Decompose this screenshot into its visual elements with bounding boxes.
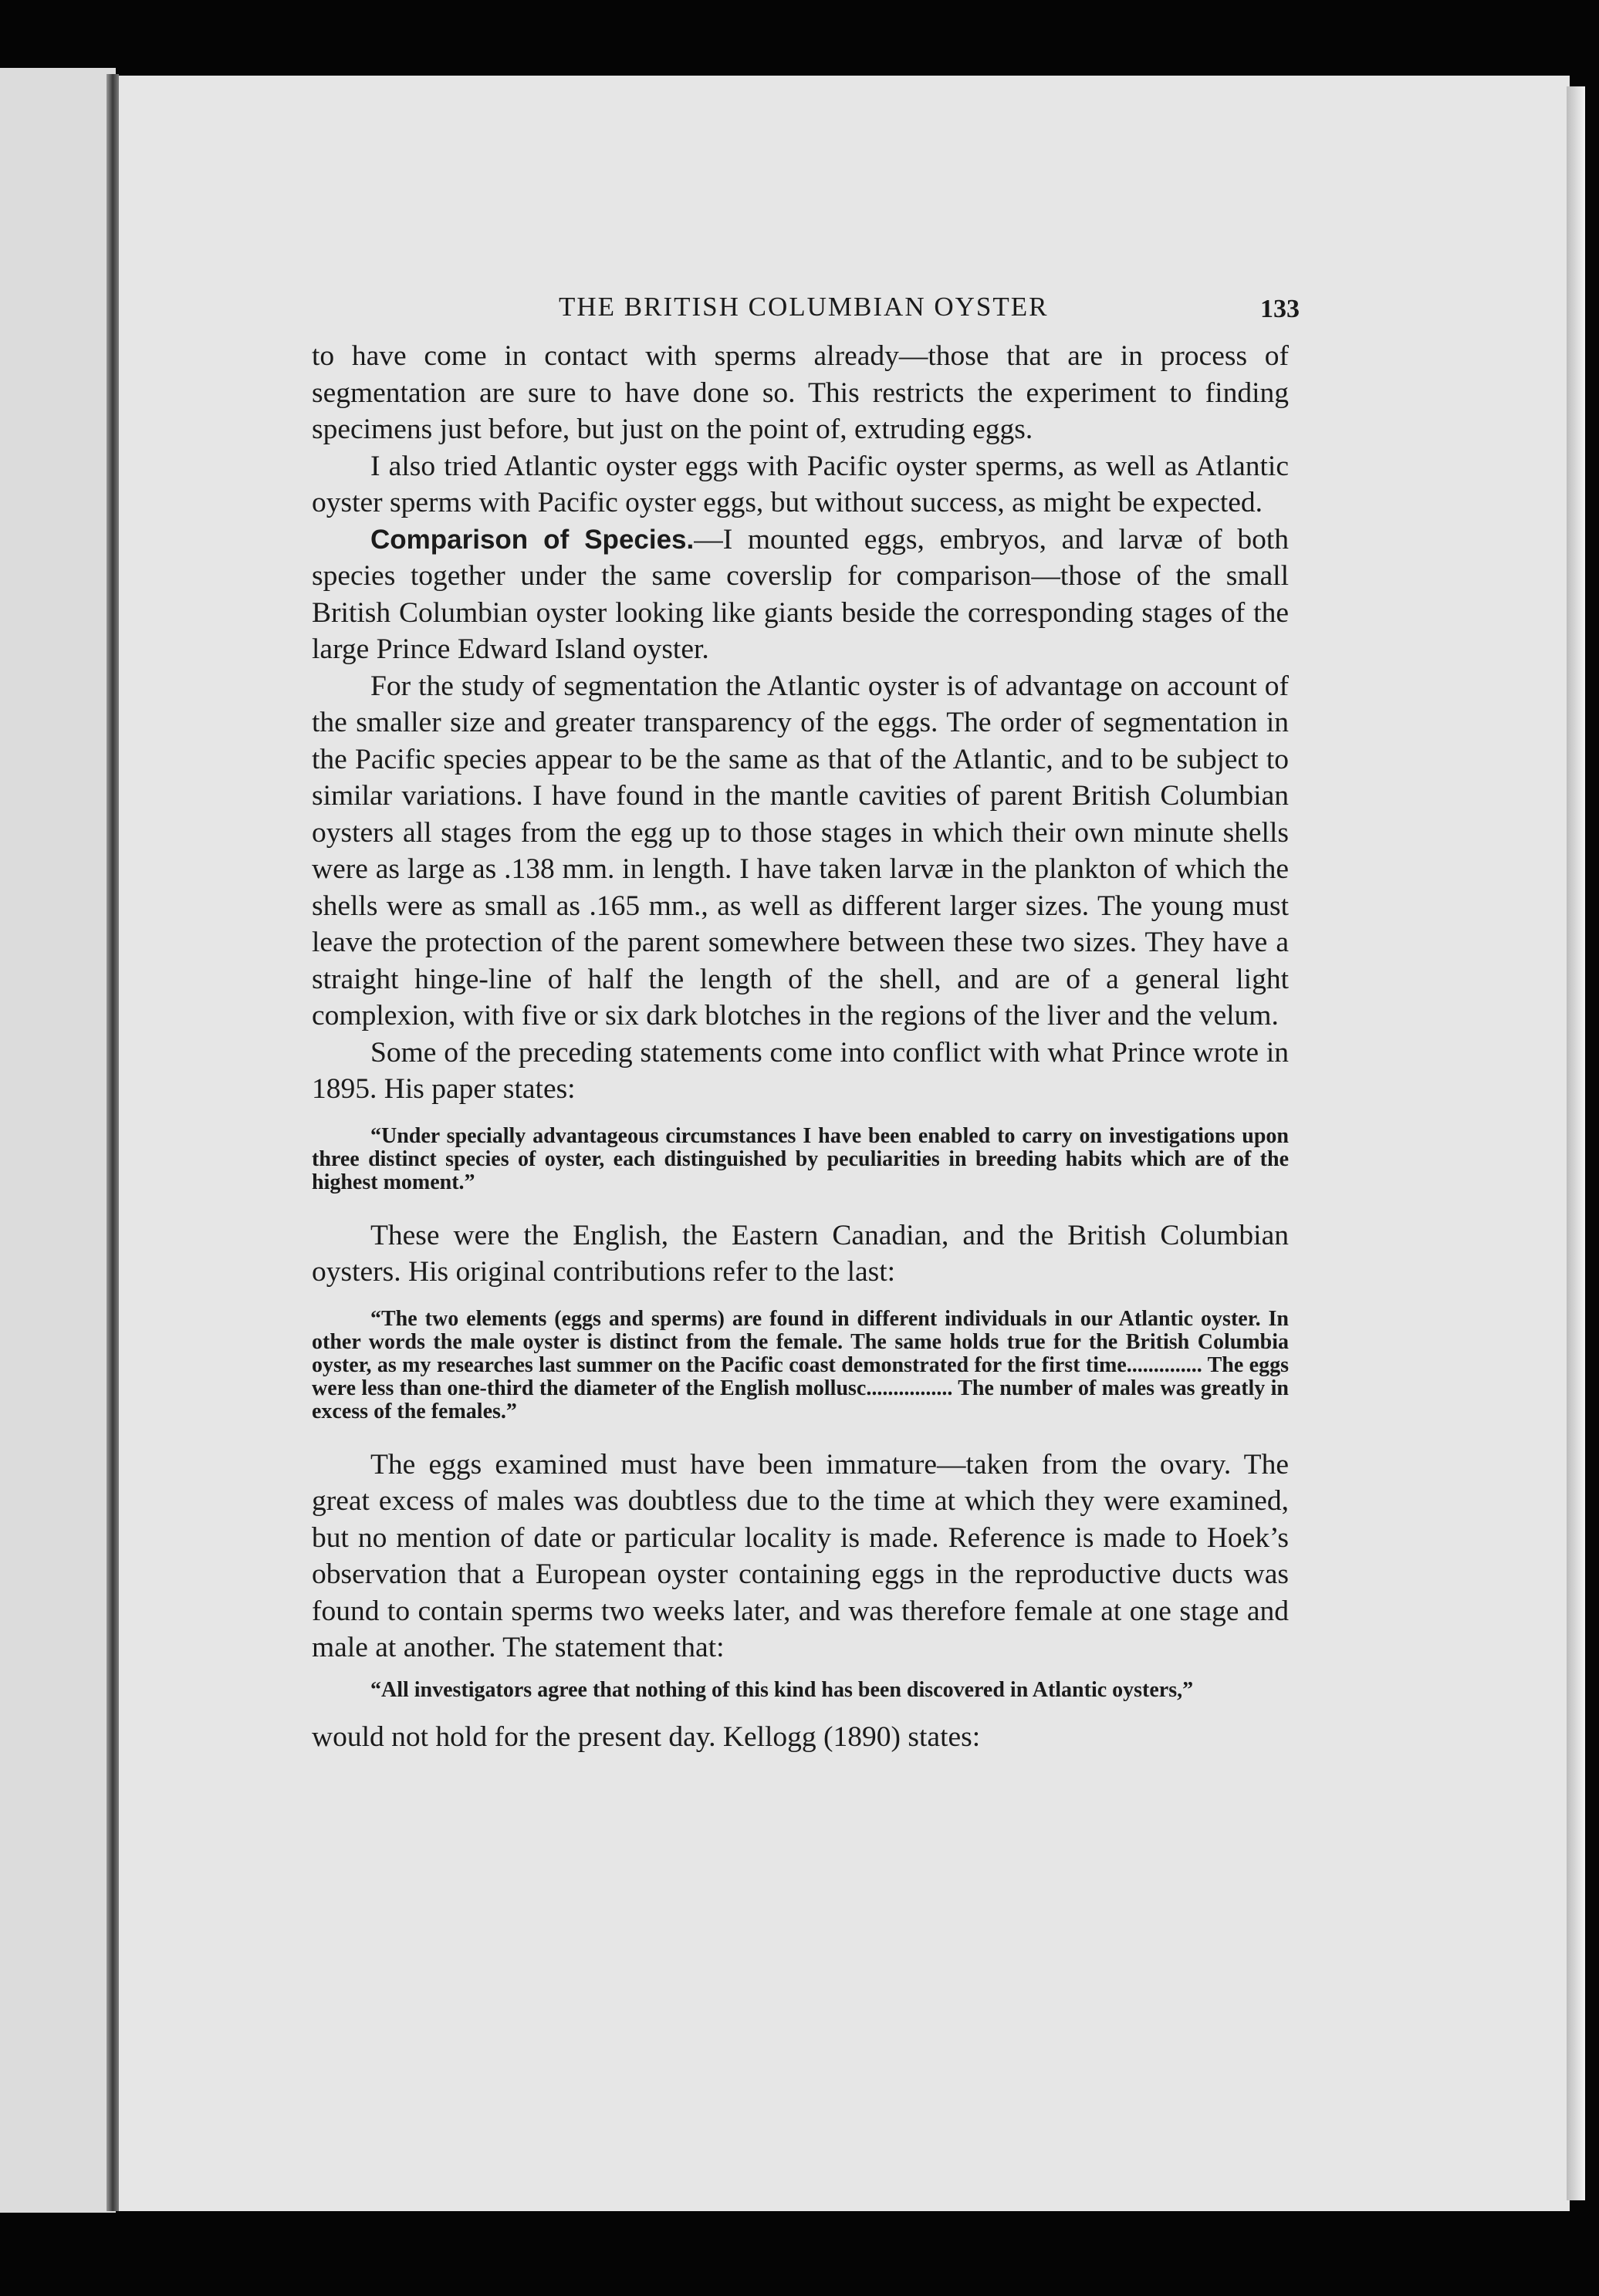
paragraph-continuation: to have come in contact with sperms already—those that are in process of segmentation are sure to have done so. This restricts the experiment to finding specimens just before, but just on the point of, extruding eggs. [312,340,1289,445]
book-gutter [106,74,119,2211]
page-edge [1567,86,1585,2200]
page-body [312,338,1289,1755]
paragraph-immature-eggs: The eggs examined must have been immature—taken from the ovary. The great excess of males was doubtless due to the time at which they were examined, but no mention of date or particular locality is made. Reference is made to Hoek’s observation that a European oyster containing eggs in the reproductive ducts was found to contain sperms two weeks later, and was therefore female at one stage and male at another. The statement that: [312,1448,1289,1663]
block-quote-prince-1: “Under specially advantageous circumstances I have been enabled to carry on investigations upon three distinct species of oyster, each distinguished by peculiarities in breeding habits which are of the highest moment.” [312,1123,1289,1194]
paragraph-oyster-types: These were the English, the Eastern Canadian, and the British Columbian oysters. His original contributions refer to the last: [312,1219,1289,1288]
paragraph-prince-intro: Some of the preceding statements come into conflict with what Prince wrote in 1895. His paper states: [312,1036,1289,1105]
paragraph-hybrid-test: I also tried Atlantic oyster eggs with Pacific oyster sperms, as well as Atlantic oyster sperms with Pacific oyster eggs, but without success, as might be expected. [312,450,1289,518]
facing-page [0,68,116,2213]
page-header [312,292,1300,330]
paragraph-comparison-text: —I mounted eggs, embryos, and larvæ of both species together under the same coverslip for comparison—those of the small British Columbian oyster looking like giants beside the corresponding stages of the large Prince Edward Island oyster. [312,523,1289,665]
paragraph-segmentation: For the study of segmentation the Atlantic oyster is of advantage on account of the smaller size and greater transparency of the eggs. The order of segmentation in the Pacific species appear to be the same as that of the Atlantic, and to be subject to similar variations. I have found in the mantle cavities of parent British Columbian oysters all stages from the egg up to those stages in which their own minute shells were as large as .138 mm. in length. I have taken larvæ in the plankton of which the shells were as small as .165 mm., as well as different larger sizes. The young must leave the protection of the parent somewhere between these two sizes. They have a straight hinge-line of half the length of the shell, and are of a general light complexion, with five or six dark blotches in the regions of the liver and the velum. [312,670,1289,1032]
block-quote-investigators: “All investigators agree that nothing of this kind has been discovered in Atlantic oysters,” [370,1677,1194,1702]
paragraph-comparison [312,522,1289,668]
paragraph-kellogg: would not hold for the present day. Kellogg (1890) states: [312,1720,981,1753]
block-quote-prince-2: “The two elements (eggs and sperms) are found in different individuals in our Atlantic oyster. In other words the male oyster is distinct from the female. The same holds true for the British Columbia oyster, as my researches last summer on the Pacific coast demonstrated for the first time.............. The eggs were less than one-third the diameter of the English mollusc................ The number of males was greatly in excess of the females.” [312,1306,1289,1423]
running-head: THE BRITISH COLUMBIAN OYSTER [559,292,1049,322]
section-heading-comparison: Comparison of Species. [370,524,695,555]
page-number: 133 [1260,295,1300,323]
